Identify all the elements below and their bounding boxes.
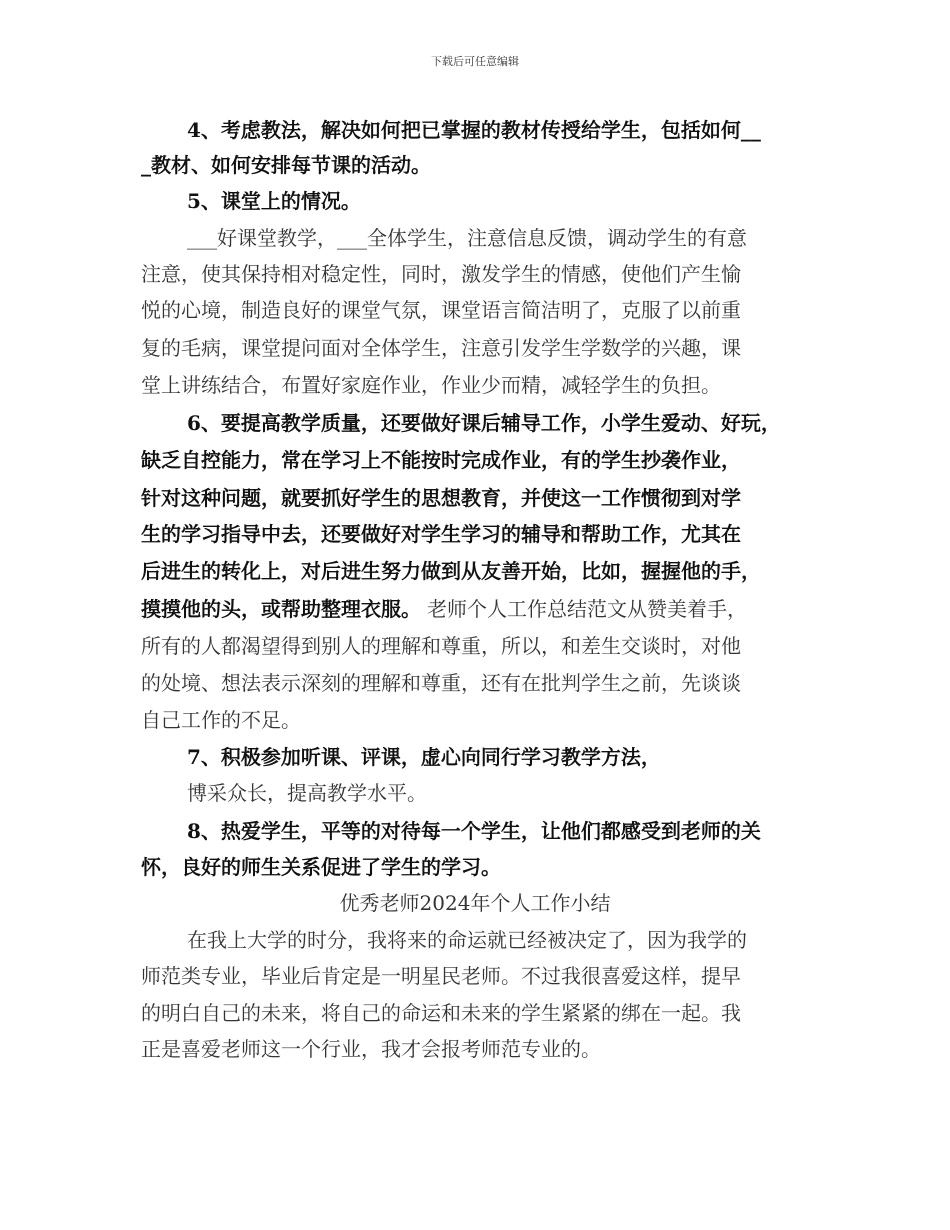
paragraph-line: 注意，使其保持相对稳定性，同时，激发学生的情感，使他们产生愉 <box>141 262 741 286</box>
paragraph-line: 6、要提高教学质量，还要做好课后辅导工作，小学生爱动、好玩， <box>187 411 781 435</box>
paragraph-line: 5、课堂上的情况。 <box>187 189 361 213</box>
paragraph-line: 所有的人都渴望得到别人的理解和尊重，所以，和差生交谈时，对他 <box>141 634 741 658</box>
paragraph-line: 后进生的转化上，对后进生努力做到从友善开始，比如，握握他的手， <box>141 559 761 583</box>
paragraph-line: 摸摸他的头，或帮助整理衣服。 <box>141 597 421 621</box>
paragraph-line: ___好课堂教学，___全体学生，注意信息反馈，调动学生的有意 <box>187 226 747 250</box>
paragraph-line: 8、热爱学生，平等的对待每一个学生，让他们都感受到老师的关 <box>187 819 761 843</box>
paragraph-line: 复的毛病，课堂提问面对全体学生，注意引发学生学数学的兴趣，课 <box>141 336 741 360</box>
paragraph-line: 4、考虑教法，解决如何把已掌握的教材传授给学生，包括如何__ <box>187 118 761 142</box>
paragraph-line: _教材、如何安排每节课的活动。 <box>141 153 431 177</box>
paragraph-line: 生的学习指导中去，还要做好对学生学习的辅导和帮助工作，尤其在 <box>141 522 741 546</box>
paragraph-line: 堂上讲练结合，布置好家庭作业，作业少而精，减轻学生的负担。 <box>141 373 721 397</box>
paragraph-line: 怀，良好的师生关系促进了学生的学习。 <box>141 855 501 879</box>
paragraph-line: 正是喜爱老师这一个行业，我才会报考师范专业的。 <box>141 1037 601 1061</box>
paragraph-line: 的明白自己的未来，将自己的命运和未来的学生紧紧的绑在一起。我 <box>141 1001 741 1025</box>
paragraph-line: 针对这种问题，就要抓好学生的思想教育，并使这一工作惯彻到对学 <box>141 486 741 510</box>
section-title: 优秀老师2024年个人工作小结 <box>339 891 611 915</box>
paragraph-line: 师范类专业，毕业后肯定是一明星民老师。不过我很喜爱这样，提早 <box>141 964 741 988</box>
paragraph-line: 自己工作的不足。 <box>141 708 301 732</box>
paragraph-line: 7、积极参加听课、评课，虚心向同行学习教学方法， <box>187 745 661 769</box>
paragraph-line: 在我上大学的时分，我将来的命运就已经被决定了，因为我学的 <box>187 928 747 952</box>
paragraph-line: 博采众长，提高教学水平。 <box>187 781 427 805</box>
paragraph-line: 的处境、想法表示深刻的理解和尊重，还有在批判学生之前，先谈谈 <box>141 671 741 695</box>
page-header: 下载后可任意编辑 <box>431 55 519 68</box>
paragraph-line: 老师个人工作总结范文从赞美着手， <box>427 597 747 621</box>
paragraph-line: 缺乏自控能力，常在学习上不能按时完成作业，有的学生抄袭作业， <box>141 448 741 472</box>
paragraph-line: 悦的心境，制造良好的课堂气氛，课堂语言简洁明了，克服了以前重 <box>141 298 741 322</box>
